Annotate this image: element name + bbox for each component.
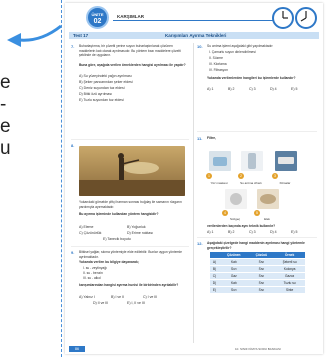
q11-option[interactable]: B) 2	[228, 230, 235, 234]
table-header: Çözücü	[249, 252, 275, 259]
q8-option[interactable]: E) Tanecik boyutu	[103, 237, 131, 241]
unit-number: 02	[93, 18, 102, 25]
strainer-image	[225, 189, 247, 209]
table-cell: Sıvı	[249, 287, 275, 294]
header-divider	[113, 20, 273, 21]
column-divider	[193, 43, 194, 343]
q10-step: I. Çamurlu suyun dinlendirilmesi	[209, 50, 256, 54]
q8-option[interactable]: D) Erime noktası	[127, 231, 154, 235]
farmer-photo	[79, 146, 185, 196]
q9-text: Bitkisel yağlar, sıkma yöntemiyle elde edilebilir. Bunlar uygun yöntemle ayrılmaktadır.	[79, 250, 182, 259]
table-header: Örnek	[274, 252, 305, 259]
side-line: -	[0, 94, 7, 115]
q11-option[interactable]: A) 1	[207, 230, 214, 234]
q8-option[interactable]: A) Eleme	[79, 225, 94, 229]
q8-option[interactable]: B) Yoğunluk	[127, 225, 146, 229]
table-cell: C)	[210, 273, 219, 280]
q10-intro: Su arıtma işlemi aşağıdaki gibi yapılmaktadır:	[207, 44, 274, 48]
topic-title: Karışımları Ayırma Teknikleri	[165, 33, 227, 38]
table-cell: Kolonya	[274, 266, 305, 273]
item-number: 4	[222, 210, 228, 216]
separator	[197, 131, 317, 132]
q11-option[interactable]: D) 4	[270, 230, 277, 234]
separator	[197, 237, 317, 238]
water-purifier-image	[241, 151, 263, 171]
q9-item: I. su - zeytinyağı	[83, 266, 108, 270]
caption: Yüz maskesi	[210, 181, 228, 185]
side-line: e	[0, 72, 11, 93]
q7-option[interactable]: B) Şeker pancarından şeker eldesi	[79, 80, 133, 84]
q11-question: verilenlerden kaçında aynı teknik kullanılır?	[207, 224, 276, 228]
side-text	[0, 72, 11, 160]
q9-option[interactable]: E) I, II ve III	[127, 301, 145, 305]
unit-badge	[86, 6, 109, 29]
test-number: Test 17	[73, 33, 89, 38]
table-cell: E)	[210, 287, 219, 294]
q10-step: IV. Filtrasyon	[209, 68, 228, 72]
q10-option[interactable]: D) 4	[270, 87, 277, 91]
q9-number: 9.	[71, 250, 75, 255]
table-cell: Sıvı	[219, 266, 249, 273]
q8-text: Yukarıdaki görselde çiftçi harman sonrası buğday ile samanın rüzgarın yardımıyla ayırmaktadır.	[79, 200, 182, 209]
table-cell: Gazoz	[274, 273, 305, 280]
binding-line	[61, 0, 62, 357]
table-row[interactable]	[210, 259, 305, 266]
q9-item: II. su - benzin	[83, 271, 103, 275]
q7-option[interactable]: E) Tuzlu suyundan tuz eldesi	[79, 98, 124, 102]
q9-option[interactable]: A) Yalnız I	[79, 295, 95, 299]
q7-option[interactable]: A) Su yüzeyindeki yağın ayrılması	[79, 74, 132, 78]
table-row[interactable]	[210, 280, 305, 287]
table-cell: B)	[210, 266, 219, 273]
q10-option[interactable]: A) 1	[207, 87, 214, 91]
q10-option[interactable]: B) 2	[228, 87, 235, 91]
table-cell: Katı	[219, 259, 249, 266]
worksheet-page	[65, 3, 323, 354]
table-cell: Sıvı	[249, 266, 275, 273]
unit-label: ÜNİTE	[91, 12, 104, 17]
q11-intro: Filtre,	[207, 136, 216, 140]
q9-lead: Yukarıda verilen bu bilgiye dayanarak;	[79, 260, 139, 264]
q10-step: II. Süzme	[209, 56, 223, 60]
table-cell: Şekerli su	[274, 259, 305, 266]
table-row[interactable]	[210, 266, 305, 273]
q7-question: Buna göre, aşağıda verilen örneklerden hangisi ayrılması ile yapılır?	[79, 63, 186, 67]
q8-question: Bu ayırma işleminde kullanılan yöntem hangisidir?	[79, 212, 159, 216]
answer-table	[210, 252, 305, 293]
table-cell: Sıvı	[249, 273, 275, 280]
q7-number: 7.	[71, 44, 75, 49]
table-cell: A)	[210, 259, 219, 266]
table-cell: Sirke	[274, 287, 305, 294]
q7-text: Buharlaştırma, bir çözelti yerine suyun buharlaştırılarak çözünen maddelerin katı olarak ayrılmasıdır. Bu yöntem bazı maddelere çözelti şeklinde de uygulanır.	[79, 44, 181, 58]
side-line: e	[0, 116, 11, 137]
q11-number: 11.	[197, 136, 203, 141]
q7-option[interactable]: D) Bitki özü ayrılması	[79, 92, 113, 96]
left-margin	[0, 0, 60, 357]
page-number: 86	[69, 346, 85, 352]
caption: Süzgeç	[229, 217, 240, 221]
side-line: u	[0, 138, 11, 159]
caption: Su arıtma cihazı	[240, 181, 262, 185]
section-title: KARŞIMLAR	[117, 14, 144, 19]
q12-question: Aşağıdaki çizelgede hangi maddenin ayrılması hangi yöntemle gerçekleştirilir?	[207, 241, 305, 250]
item-number: 1	[206, 173, 212, 179]
caption: Klimalar	[279, 181, 291, 185]
table-row[interactable]	[210, 287, 305, 294]
q8-number: 8.	[71, 143, 75, 148]
item-number: 3	[272, 173, 278, 179]
q9-item: III. su - alkol	[83, 276, 101, 280]
table-cell: D)	[210, 280, 219, 287]
item-number: 2	[238, 173, 244, 179]
table-header: Çözünen	[219, 252, 249, 259]
q10-option[interactable]: C) 3	[249, 87, 256, 91]
q10-step: III. Klorlama	[209, 62, 227, 66]
table-cell: Katı	[219, 280, 249, 287]
table-cell: Sıvı	[249, 280, 275, 287]
q11-option[interactable]: E) 5	[291, 230, 298, 234]
separator	[71, 139, 189, 140]
q10-number: 10.	[197, 44, 203, 49]
sieve-image	[257, 189, 279, 209]
table-row[interactable]	[210, 273, 305, 280]
q9-option[interactable]: D) II ve III	[93, 301, 109, 305]
q8-option[interactable]: C) Çözünürlük	[79, 231, 102, 235]
clock-icon	[271, 6, 319, 30]
q10-question: Yukarıda verilenlerden hangileri bu işlemlerde kullanılır?	[207, 76, 296, 80]
table-cell: Tuzlu su	[274, 280, 305, 287]
q10-option[interactable]: E) 5	[291, 87, 298, 91]
item-number: 5	[254, 210, 260, 216]
q9-option[interactable]: C) I ve III	[143, 295, 158, 299]
ac-image	[275, 151, 297, 171]
caption: Elek	[264, 217, 270, 221]
table-cell: Gaz	[219, 273, 249, 280]
mask-image	[209, 151, 231, 171]
q11-option[interactable]: C) 3	[249, 230, 256, 234]
separator	[71, 246, 189, 247]
q9-question: karışımlarından hangisi ayırma hunisi ile birbirinden ayrılabilir?	[79, 283, 179, 287]
q12-number: 12.	[197, 241, 203, 246]
table-cell: Sıvı	[219, 287, 249, 294]
q9-option[interactable]: B) I ve II	[111, 295, 125, 299]
footer-text: 10. SINIF KİMYA SORU BANKASI	[235, 347, 281, 351]
q7-option[interactable]: C) Deniz suyundan tuz eldesi	[79, 86, 125, 90]
arrow-icon	[5, 22, 65, 48]
table-cell: Sıvı	[249, 259, 275, 266]
